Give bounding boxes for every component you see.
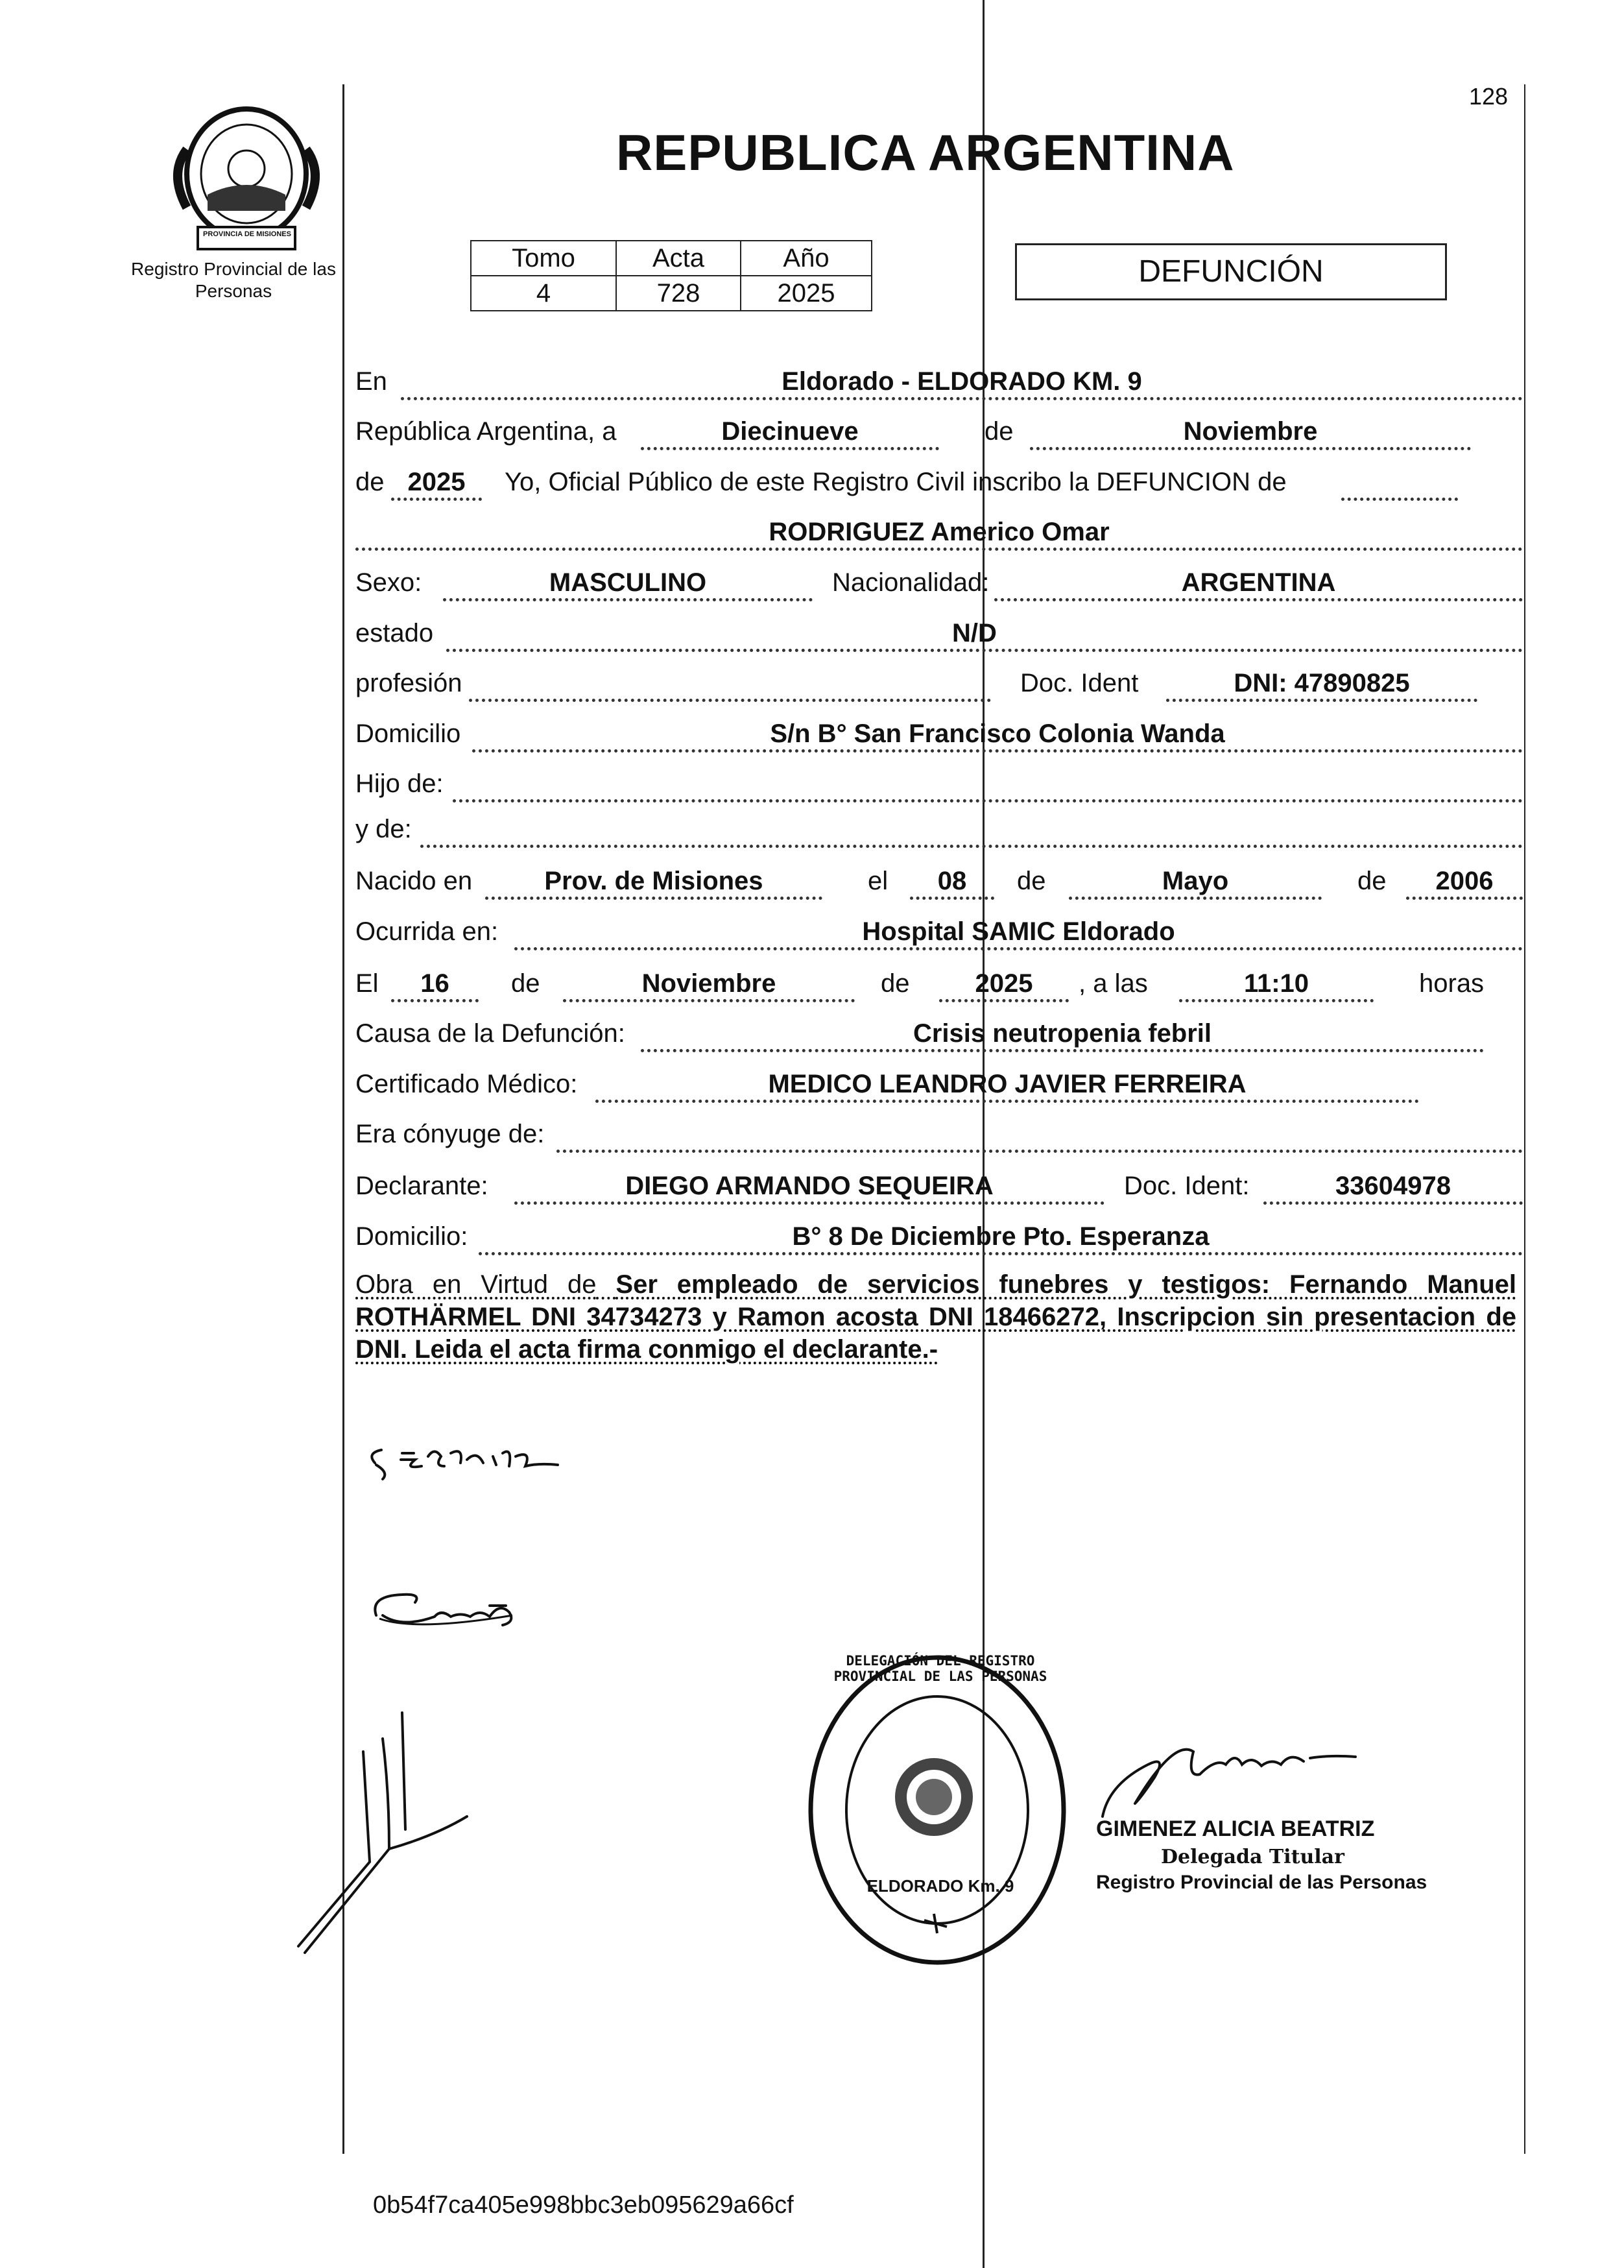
official-signature [1096,1726,1368,1823]
row-date-words [355,416,1523,455]
witness-mark [292,1700,473,1959]
declarante-doc-label: Doc. Ident: [1124,1172,1250,1200]
dotted-line [1166,699,1477,702]
hijo-label: Hijo de: [355,769,444,798]
dotted-line [420,845,1523,848]
seal-text: PROVINCIA DE MISIONES [203,230,291,238]
nacido-value: Prov. de Misiones [544,867,763,895]
obra-text-block [355,1268,1516,1366]
dotted-line [479,1252,1523,1255]
dotted-line [556,1150,1523,1153]
row-declarante [355,1171,1523,1210]
dotted-line [469,699,991,702]
ocurrida-value: Hospital SAMIC Eldorado [862,917,1175,946]
stamp-text: DELEGACIÓN DEL REGISTRO PROVINCIAL DE LAS PERSONAS [833,1653,1047,1684]
witness-signature [363,1576,532,1661]
obra-value: Ser empleado de servicios funebres y testigos: Fernando Manuel ROTHÄRMEL DNI 34734273 y Ramon acosta DNI 18466272, Inscripcion sin presentacion de DNI. Leida el acta firma conmigo el declarante.- [355,1270,1516,1364]
dotted-line [472,749,1523,753]
birth-month-value: Mayo [1162,867,1229,895]
birth-year-value: 2006 [1435,867,1494,895]
dotted-line [453,799,1523,802]
row-domicilio-declarante [355,1222,1523,1261]
death-month-value: Noviembre [641,969,776,998]
el-label: el [868,867,889,895]
document-hash: 0b54f7ca405e998bbc3eb095629a66cf [373,2191,794,2219]
dotted-line [485,897,822,900]
estado-label: estado [355,619,434,647]
nacionalidad-label: Nacionalidad: [832,568,990,597]
row-ocurrida [355,917,1523,956]
acta-value: 728 [616,276,741,311]
month-word-value: Noviembre [1183,417,1318,446]
dotted-line [1069,897,1322,900]
dotted-line [514,947,1523,950]
domicilio-value: S/n B° San Francisco Colonia Wanda [770,719,1225,748]
death-day-value: 16 [420,969,449,998]
document-type-box: DEFUNCIÓN [1015,243,1447,300]
day-word-value: Diecinueve [721,417,859,446]
dotted-line [391,999,479,1002]
de-label: de [511,969,540,998]
yo-text: Yo, Oficial Público de este Registro Civil inscribo la DEFUNCION de [505,468,1287,496]
declarante-doc-value: 33604978 [1335,1172,1451,1200]
page-title: REPUBLICA ARGENTINA [616,124,1235,181]
place-value: Eldorado - ELDORADO KM. 9 [782,367,1142,396]
sexo-label: Sexo: [355,568,422,597]
sexo-value: MASCULINO [549,568,707,597]
de-label: de [355,468,385,496]
tomo-value: 4 [471,276,616,311]
obra-label: Obra en Virtud de [355,1270,597,1299]
nacido-label: Nacido en [355,867,473,895]
yde-label: y de: [355,815,412,843]
dotted-line [1030,447,1471,450]
de-label: de [1017,867,1046,895]
causa-value: Crisis neutropenia febril [913,1019,1212,1048]
profesion-label: profesión [355,669,462,697]
row-nacido [355,866,1523,905]
row-yde [355,814,1523,853]
official-role: Delegada Titular [1161,1846,1344,1868]
dotted-line [910,897,994,900]
province-seal [149,97,344,256]
stamp-location: ELDORADO Km. 9 [866,1876,1014,1896]
page-number: 128 [1469,83,1509,110]
domicilio-label: Domicilio [355,719,461,748]
dotted-line [563,999,855,1002]
row-yo [355,467,1523,506]
dotted-line [1263,1201,1523,1205]
dotted-line [443,598,813,601]
anio-header: Año [741,241,872,276]
year-value: 2025 [407,468,466,496]
row-certificado [355,1069,1523,1108]
ocurrida-label: Ocurrida en: [355,917,499,946]
dotted-line [994,598,1523,601]
dotted-line [514,1201,1105,1205]
death-time-value: 11:10 [1243,969,1309,998]
row-en [355,367,1523,405]
estado-value: N/D [952,619,997,647]
causa-label: Causa de la Defunción: [355,1019,625,1048]
declarant-signature [363,1427,597,1486]
domicilio2-label: Domicilio: [355,1222,468,1251]
declarante-label: Declarante: [355,1172,488,1200]
alas-label: , a las [1079,969,1148,998]
official-stamp [804,1648,1077,1972]
row-domicilio [355,719,1523,758]
row-death-date [355,969,1523,1007]
row-sexo [355,568,1523,607]
dotted-line [939,999,1069,1002]
dotted-line [1341,498,1458,501]
certificado-label: Certificado Médico: [355,1070,578,1098]
dotted-line [641,447,939,450]
de-label: de [985,417,1014,446]
doc-ident-label: Doc. Ident [1020,669,1139,697]
domicilio2-value: B° 8 De Diciembre Pto. Esperanza [792,1222,1210,1251]
anio-value: 2025 [741,276,872,311]
dotted-line [1179,999,1374,1002]
dotted-line [595,1100,1419,1103]
birth-day-value: 08 [937,867,967,895]
nacionalidad-value: ARGENTINA [1181,568,1336,597]
row-causa [355,1019,1523,1057]
right-margin-line [1524,84,1525,2154]
doc-ident-value: DNI: 47890825 [1234,669,1410,697]
certificado-value: MEDICO LEANDRO JAVIER FERREIRA [768,1070,1247,1098]
dotted-line [391,498,482,501]
registry-name: Registro Provincial de las Personas [131,259,336,301]
official-name: GIMENEZ ALICIA BEATRIZ [1096,1816,1375,1841]
en-label: En [355,367,387,396]
el-label: El [355,969,379,998]
row-estado [355,618,1523,657]
row-deceased [355,517,1523,556]
horas-label: horas [1419,969,1485,998]
conyuge-label: Era cónyuge de: [355,1120,545,1148]
dotted-line [355,548,1523,551]
deceased-name-value: RODRIGUEZ Americo Omar [769,518,1110,546]
row-profesion [355,668,1523,707]
tomo-header: Tomo [471,241,616,276]
death-year-value: 2025 [975,969,1033,998]
republica-label: República Argentina, a [355,417,617,446]
official-office: Registro Provincial de las Personas [1096,1872,1427,1893]
de-label: de [881,969,910,998]
row-conyuge [355,1119,1523,1158]
declarante-value: DIEGO ARMANDO SEQUEIRA [625,1172,994,1200]
row-hijo [355,769,1523,808]
dotted-line [446,649,1523,652]
de-label: de [1357,867,1387,895]
dotted-line [641,1049,1484,1052]
dotted-line [1406,897,1523,900]
acta-header: Acta [616,241,741,276]
obra-en-virtud-paragraph [355,1268,1516,1366]
record-identifiers-table [470,240,872,311]
dotted-line [401,397,1523,400]
